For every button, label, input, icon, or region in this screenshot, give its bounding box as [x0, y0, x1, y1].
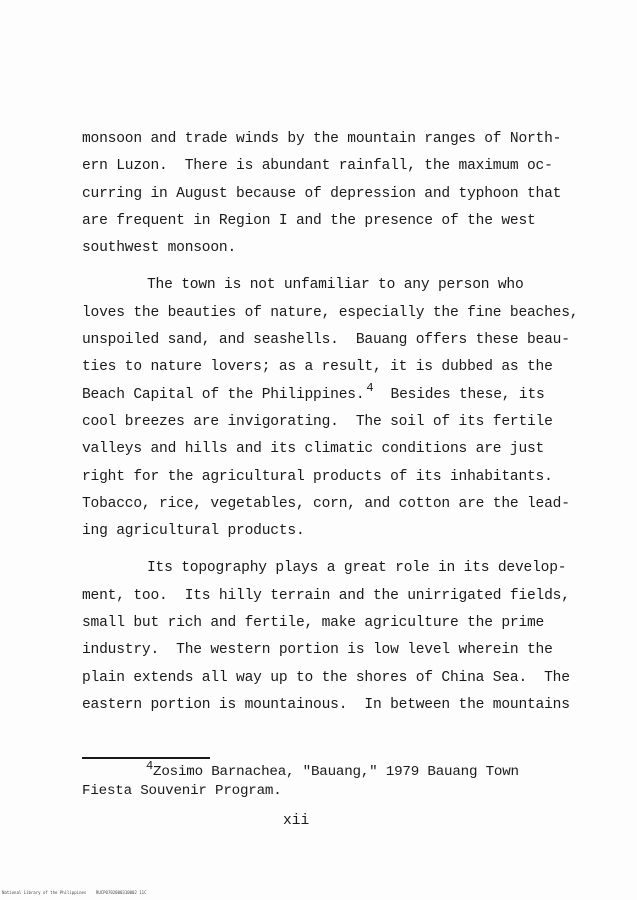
footnote-text: Zosimo Barnachea, "Bauang," 1979 Bauang Town [153, 764, 519, 780]
text-line: eastern portion is mountainous. In between the mountains [82, 696, 570, 713]
text-fragment: Beach Capital of the Philippines. [82, 386, 365, 403]
text-line: valleys and hills and its climatic conditions are just [82, 441, 545, 458]
text-line: ern Luzon. There is abundant rainfall, the maximum oc- [82, 158, 553, 175]
footnote-line [82, 759, 562, 782]
body-text [82, 126, 579, 719]
text-line: Tobacco, rice, vegetables, corn, and cotton are the lead- [82, 495, 570, 512]
footnote-marker: 4 [146, 759, 154, 773]
paragraph-nature [82, 272, 579, 545]
paragraph-climate [82, 126, 562, 262]
text-line: ment, too. Its hilly terrain and the unirrigated fields, [82, 587, 570, 604]
text-line: right for the agricultural products of its inhabitants. [82, 468, 553, 485]
text-line: plain extends all way up to the shores of China Sea. The [82, 669, 570, 686]
text-line: Its topography plays a great role in its develop- [147, 560, 567, 577]
text-line: ties to nature lovers; as a result, it is dubbed as the [82, 359, 553, 376]
footnote-line: Fiesta Souvenir Program. [82, 783, 282, 799]
text-line: are frequent in Region I and the presence of the west [82, 212, 536, 229]
text-line: loves the beauties of nature, especially the fine beaches, [82, 304, 579, 321]
text-line: industry. The western portion is low level wherein the [82, 642, 553, 659]
page-number: xii [283, 813, 310, 829]
paragraph-topography [82, 555, 570, 719]
library-watermark: National Library of the Philippines RUCP0702000310002 11C [2, 890, 147, 895]
text-line: monsoon and trade winds by the mountain ranges of North- [82, 131, 562, 147]
text-fragment: Besides these, its [373, 386, 545, 403]
text-line-with-footnote [82, 382, 562, 409]
footnote-reference[interactable]: 4 [366, 380, 374, 395]
text-line: curring in August because of depression and typhoon that [82, 185, 562, 202]
text-line: cool breezes are invigorating. The soil of its fertile [82, 413, 553, 430]
footnote [82, 759, 562, 801]
text-line: The town is not unfamiliar to any person who [147, 277, 524, 294]
text-line: unspoiled sand, and seashells. Bauang offers these beau- [82, 332, 570, 349]
text-line: ing agricultural products. [82, 523, 305, 540]
text-line: small but rich and fertile, make agriculture the prime [82, 615, 545, 632]
text-line: southwest monsoon. [82, 240, 237, 257]
